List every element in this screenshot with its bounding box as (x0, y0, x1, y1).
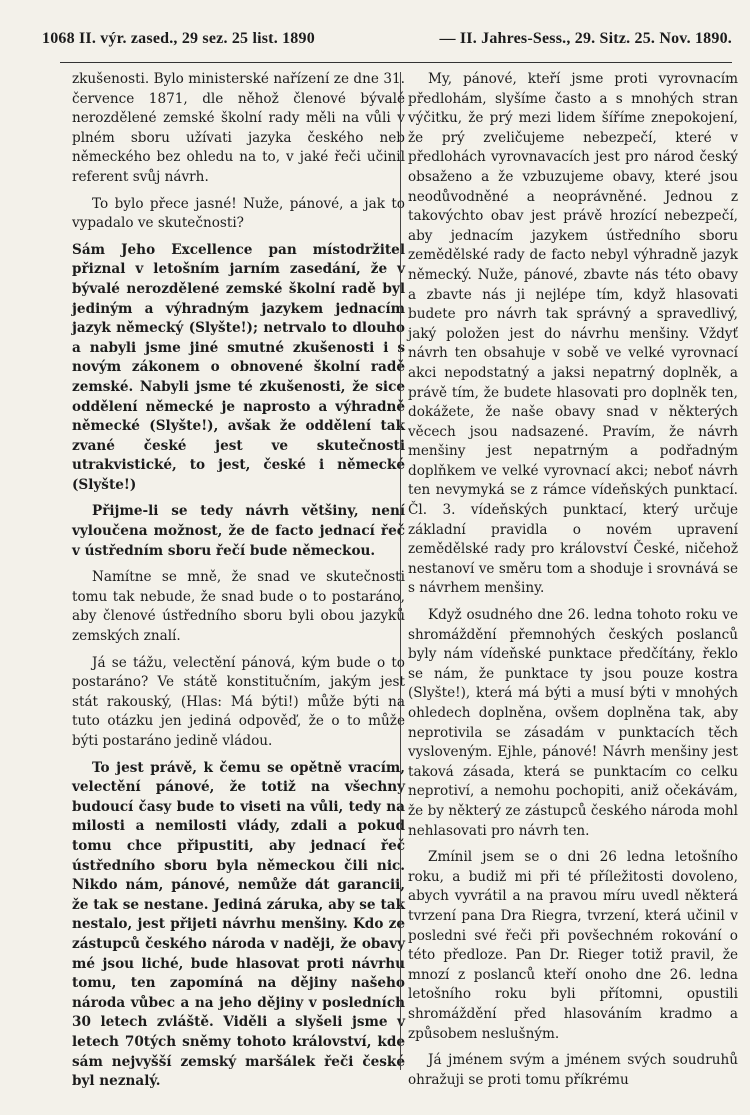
right-column (408, 70, 738, 1090)
header-rule (60, 62, 732, 63)
left-column (72, 70, 405, 1092)
paragraph: Když osudného dne 26. ledna tohoto roku ve shromáždění přemnohých českých poslanců byly nám vídeňské punktace předčítány, řeklo se nám, že punktace ty jsou pouze kostra (Slyšte!), která má býti a musí býti v mnohých ohledech doplněna, ovšem doplněna tak, aby neprotivila se zásadám v punktacích těch vysloveným. Ejhle, pánové! Návrh menšiny jest taková zásada, která se punktacím co celku neprotiví, a nemohu pochopiti, aniž očekávám, že by některý ze zástupců českého národa mohl nehlasovati pro návrh ten. (408, 607, 738, 839)
paragraph: Přijme-li se tedy návrh většiny, není vyloučena možnost, že de facto jednací řeč v ústředním sboru řečí bude německou. (72, 503, 405, 559)
column-divider (400, 72, 401, 1070)
paragraph: Já se tážu, velectění pánová, kým bude o to postaráno? Ve státě konstitučním, jakým jest stát rakouský, (Hlas: Má býti!) může býti na tuto otázku jen jediná odpověď, že o to může býti postaráno jedině vládou. (72, 654, 405, 749)
header-left: 1068 II. výr. zased., 29 sez. 25 list. 1890 (42, 30, 315, 47)
paragraph: Namítne se mně, že snad ve skutečnosti tomu tak nebude, že snad bude o to postaráno, aby členové ústředního sboru byli obou jazyků zemských znalí. (72, 569, 405, 645)
running-header (42, 30, 732, 48)
header-right: — II. Jahres-Sess., 29. Sitz. 25. Nov. 1890. (439, 30, 732, 47)
paragraph: zkušenosti. Bylo ministerské nařízení ze dne 31. července 1871, dle něhož členové bývalé nerozdělené zemské školní rady měli na vůli v plném sboru užívati jazyka českého neb německého bez ohledu na to, v jaké řeči učinil referent svůj návrh. (72, 71, 405, 185)
paragraph: Zmínil jsem se o dni 26 ledna letošního roku, a budiž mi při té příležitosti dovoleno, abych vyvrátil a na pravou míru uvedl některá tvrzení pana Dra Riegra, tvrzení, která učinil v posledni své řeči při povšechném rokování o této předloze. Pan Dr. Rieger totiž pravil, že mnozí z poslanců kteří onoho dne 26. ledna letošního roku byli přítomni, opustili shromáždění před hlasováním kradmo a způsobem neslušným. (408, 849, 738, 1042)
paragraph: Já jménem svým a jménem svých soudruhů ohražuji se proti tomu příkrému (408, 1052, 738, 1088)
paragraph: Sám Jeho Excellence pan místodržitel přiznal v letošním jarním zasedání, že v bývalé nerozdělené zemské školní radě byl jediným a výhradným jazykem jednacím jazyk německý (Slyšte!); netrvalo to dlouho a nabyli jsme jiné smutné zkušenosti i s novým zákonem o obnovené školní radě zemské. Nabyli jsme té zkušenosti, že sice oddělení německé je naprosto a výhradně německé (Slyšte!), avšak že oddělení tak zvané české jest ve skutečnosti utrakvistické, to jest, české i německé (Slyšte!) (72, 241, 405, 493)
paragraph: My, pánové, kteří jsme proti vyrovnacím předlohám, slyšíme často a s mnohých stran výčitku, že prý mezi lidem šíříme znepokojení, že prý zveličujeme nebezpečí, které v předlohách vyrovnavacích jest pro národ český obsaženo a že vzbuzujeme obavy, které jsou neodůvodněné a neoprávněné. Jednou z takovýchto obav jest právě hrozící nebezpečí, aby jednacím jazykem ústředního sboru zemědělské rady de facto nebyl výhradně jazyk německý. Nuže, pánové, zbavte nás této obavy a zbavte nás ji nejlépe tím, když hlasovati budete pro návrh tak správný a spravedlivý, jaký položen jest do návrhu menšiny. Vždyť návrh ten obsahuje v sobě ve velké vyrovnací akci nepodstatný a jaksi nepatrný doplněk, a právě tím, že budete hlasovati pro doplněk ten, dokážete, že naše obavy snad v některých věcech jsou nadsazené. Pravím, že návrh menšiny jest nepatrným a podřadným doplňkem ve velké vyrovnací akci; neboť návrh ten nevymyká se z rámce vídeňských punktací. Čl. 3. vídeňských punktací, který určuje základní pravidla o novém upravení zemědělské rady pro království České, ničehož nestanoví ve směru tom a shoduje i srovnává se s návrhem menšiny. (408, 71, 738, 597)
paragraph: To bylo přece jasné! Nuže, pánové, a jak to vypadalo ve skutečnosti? (72, 195, 405, 232)
paragraph: To jest právě, k čemu se opětně vracím, velectění pánové, že totiž na všechny budoucí časy bude to viseti na vůli, tedy na milosti a nemilosti vlády, zdali a pokud tomu chce připustiti, aby jednací řeč ústředního sboru byla německou čili nic. Nikdo nám, pánové, nemůže dát garancii, že tak se nestane. Jediná záruka, aby se tak nestalo, jest přijeti návrhu menšiny. Kdo ze zástupců českého národa v naději, že obavy mé jsou liché, bude hlasovat proti návrhu tomu, ten zapomíná na dějiny našeho národa vůbec a na jeho dějiny v posledních 30 letech zvláště. Viděli a slyšeli jsme v letech 70tých sněmy tohoto království, kde sám nejvyšší zemský maršálek řeči české byl neznalý. (72, 759, 405, 1090)
